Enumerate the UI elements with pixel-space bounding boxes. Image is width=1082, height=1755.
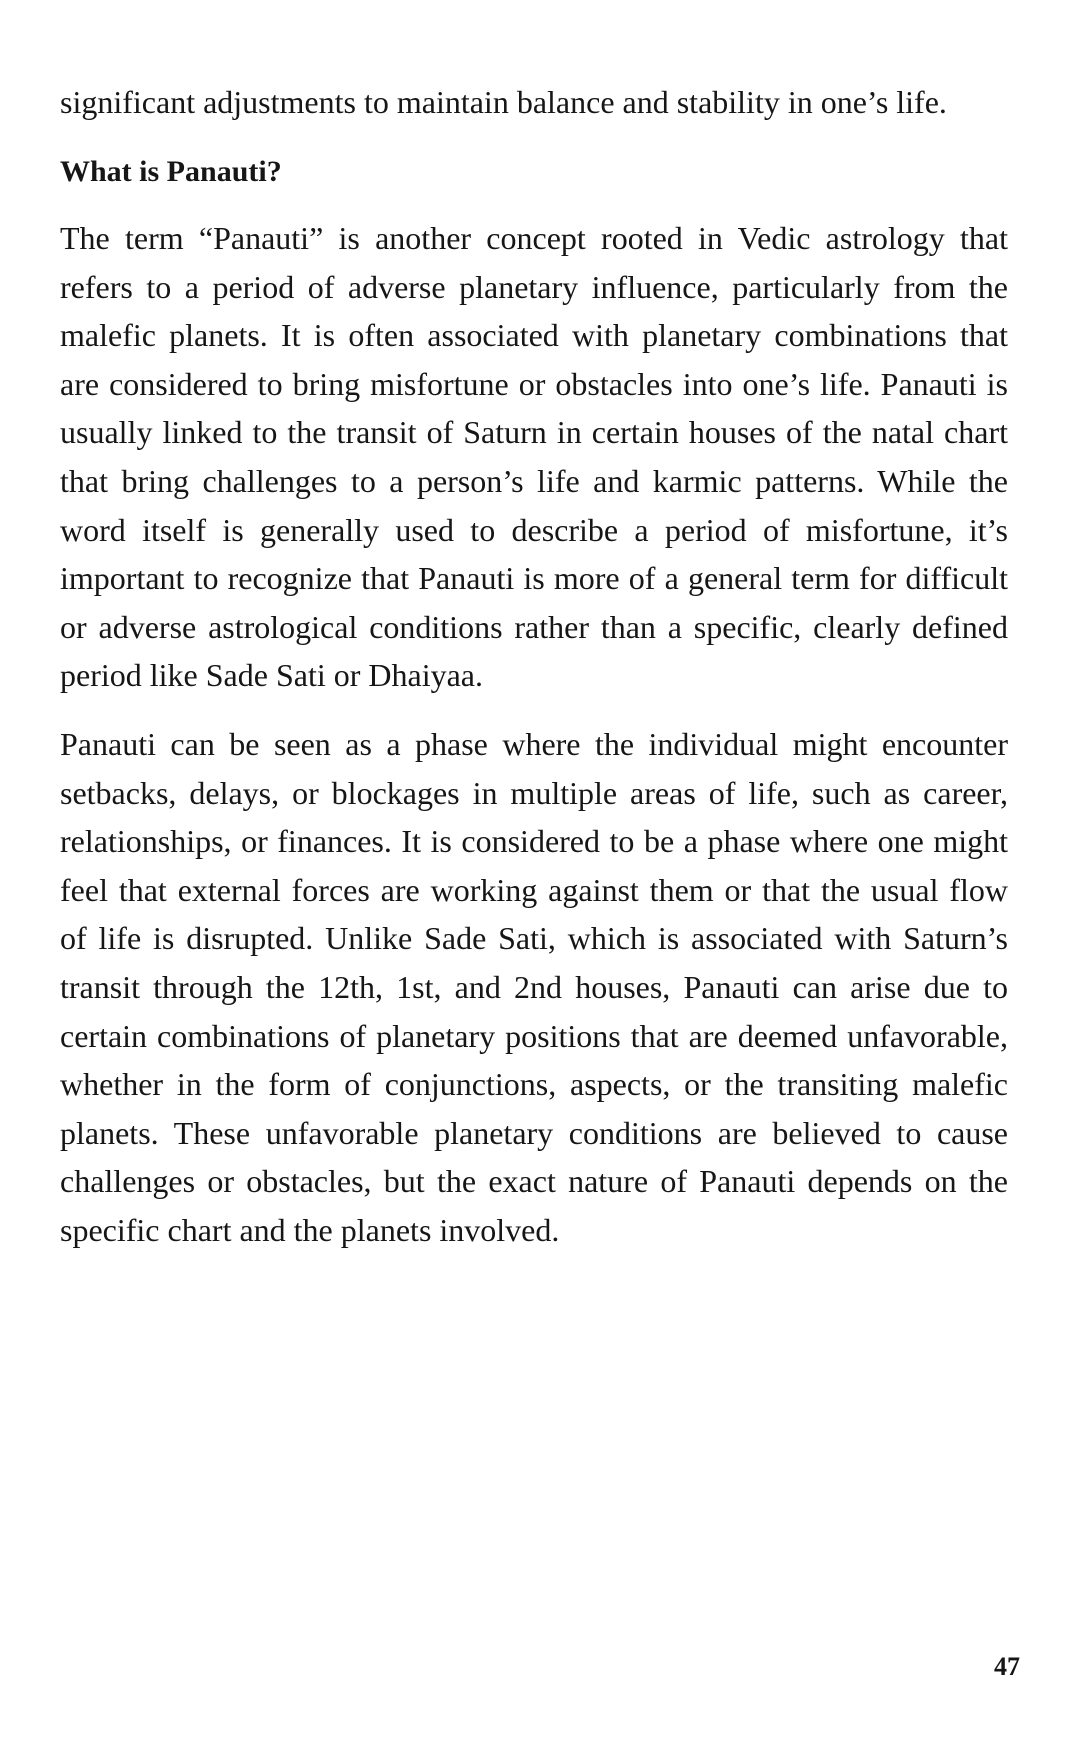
continuation-paragraph: significant adjustments to maintain balance and stability in one’s life. <box>60 84 947 120</box>
section-heading: What is Panauti? <box>60 155 282 188</box>
page-body <box>60 78 1008 1254</box>
page-number: 47 <box>994 1652 1020 1681</box>
paragraph-panauti-phase: Panauti can be seen as a phase where the individual might encounter setbacks, delays, or blockages in multiple areas of life, such as career, relationships, or finances. It is considered to be a phase where one might feel that external forces are working against them or that the usual flow of life is disrupted. Unlike Sade Sati, which is associated with Saturn’s transit through the 12th, 1st, and 2nd houses, Panauti can arise due to certain combinations of planetary positions that are deemed unfavorable, whether in the form of conjunctions, aspects, or the transiting malefic planets. These unfavorable planetary conditions are believed to cause challenges or obstacles, but the exact nature of Panauti depends on the specific chart and the planets involved. <box>60 725 1008 1248</box>
paragraph-panauti-definition: The term “Panauti” is another concept rooted in Vedic astrology that refers to a period of adverse planetary influence, particularly from the malefic planets. It is often associated with planetary combinations that are considered to bring misfortune or obstacles into one’s life. Panauti is usually linked to the transit of Saturn in certain houses of the natal chart that bring challenges to a person’s life and karmic patterns. While the word itself is generally used to describe a period of misfortune, it’s important to recognize that Panauti is more of a general term for difficult or adverse astrological conditions rather than a specific, clearly defined period like Sade Sati or Dhaiyaa. <box>60 220 1008 694</box>
